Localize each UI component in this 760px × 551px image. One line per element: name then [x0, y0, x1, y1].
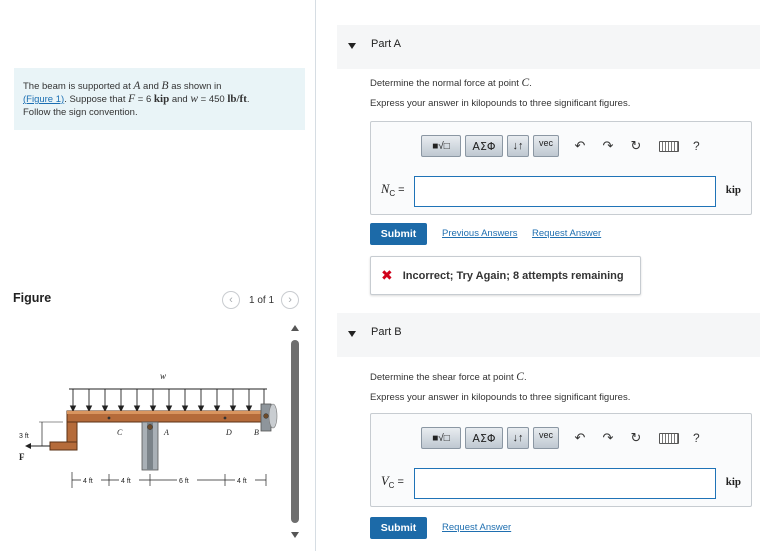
- load-arrows: [71, 389, 267, 411]
- part-b-request-answer-link[interactable]: Request Answer: [442, 522, 512, 533]
- question-text: .: [529, 78, 532, 89]
- equals-sign: =: [394, 476, 404, 488]
- beam-highlight: [67, 411, 267, 414]
- dim-label: 6 ft: [179, 478, 189, 485]
- unit-label: kip: [725, 476, 741, 488]
- reset-icon[interactable]: ↻: [630, 138, 642, 153]
- math-toolbar: [421, 427, 700, 449]
- undo-icon[interactable]: ↶: [574, 430, 586, 445]
- part-b-answer-box: [370, 413, 752, 507]
- vc-answer-input[interactable]: [414, 468, 716, 499]
- part-b-question: [370, 371, 527, 383]
- next-figure-button[interactable]: [281, 291, 299, 309]
- var-b: B: [161, 80, 169, 92]
- var-f: F: [128, 93, 136, 105]
- collapse-caret-icon[interactable]: [348, 331, 356, 337]
- figure-scrollbar[interactable]: [290, 325, 300, 539]
- redo-icon[interactable]: ↷: [602, 138, 614, 153]
- unit-lbft: lb/ft: [227, 93, 247, 105]
- greek-button[interactable]: ΑΣΦ: [465, 135, 503, 157]
- part-a-question: [370, 77, 532, 89]
- force-f-arrowhead: [25, 443, 31, 449]
- templates-button[interactable]: ■√□: [421, 135, 461, 157]
- problem-text: as shown in: [168, 81, 222, 92]
- figure-pager: [222, 291, 299, 309]
- point-d-marker: [224, 417, 227, 420]
- keyboard-icon[interactable]: [659, 141, 679, 152]
- var-symbol: V: [381, 474, 389, 488]
- chevron-right-icon: ›: [288, 294, 292, 306]
- question-text: .: [523, 372, 527, 383]
- part-b-instruction: Express your answer in kilopounds to three significant figures.: [370, 392, 631, 403]
- scroll-up-arrow-icon[interactable]: [291, 325, 299, 331]
- problem-line-2: [23, 93, 295, 106]
- help-icon[interactable]: ?: [693, 139, 700, 153]
- problem-text: = 6: [135, 94, 154, 105]
- feedback-message: [370, 256, 641, 295]
- question-text: Determine the shear force at point: [370, 372, 517, 383]
- greek-button[interactable]: ΑΣΦ: [465, 427, 503, 449]
- math-toolbar: [421, 135, 700, 157]
- equals-sign: =: [395, 184, 405, 196]
- part-a-label: Part A: [371, 38, 401, 50]
- chevron-left-icon: ‹: [229, 294, 233, 306]
- left-pane: [0, 0, 316, 551]
- vec-button[interactable]: vec: [533, 135, 559, 157]
- var-subscript: C: [388, 481, 395, 491]
- beam-diagram: [5, 350, 287, 505]
- var-w: w: [190, 93, 198, 105]
- problem-text: and: [140, 81, 162, 92]
- feedback-text: Incorrect; Try Again; 8 attempts remaining: [402, 269, 624, 282]
- label-c: C: [117, 428, 123, 437]
- undo-icon[interactable]: ↶: [574, 138, 586, 153]
- part-a-submit-button[interactable]: Submit: [370, 223, 427, 245]
- question-var: C: [521, 77, 530, 89]
- arrows-button[interactable]: ↓↑: [507, 135, 529, 157]
- problem-statement: [14, 68, 305, 130]
- scroll-down-arrow-icon[interactable]: [291, 532, 299, 538]
- question-text: Determine the normal force at point: [370, 78, 522, 89]
- problem-text: .: [246, 94, 250, 105]
- arrows-button[interactable]: ↓↑: [507, 427, 529, 449]
- problem-text: . Suppose that: [64, 94, 129, 105]
- label-f: F: [19, 452, 25, 462]
- pager-text: 1 of 1: [249, 294, 275, 306]
- load-label: w: [160, 371, 167, 381]
- collapse-caret-icon[interactable]: [348, 43, 356, 49]
- figure-title: Figure: [13, 291, 52, 305]
- help-icon[interactable]: ?: [693, 431, 700, 445]
- figure-link[interactable]: (Figure 1): [23, 94, 65, 105]
- keyboard-icon[interactable]: [659, 433, 679, 444]
- unit-kip: kip: [153, 93, 170, 105]
- problem-text: and: [169, 94, 191, 105]
- beam-figure: [5, 350, 287, 505]
- reset-icon[interactable]: ↻: [630, 430, 642, 445]
- part-b-submit-button[interactable]: Submit: [370, 517, 427, 539]
- vc-label: [381, 474, 404, 490]
- var-subscript: C: [389, 189, 396, 199]
- question-var: C: [516, 371, 524, 383]
- previous-answers-link[interactable]: Previous Answers: [442, 228, 518, 239]
- dim-label: 4 ft: [237, 478, 247, 485]
- incorrect-x-icon: ✖: [381, 267, 393, 283]
- scroll-thumb[interactable]: [291, 340, 299, 523]
- problem-line-3: Follow the sign convention.: [23, 107, 138, 118]
- dim-label: 4 ft: [121, 478, 131, 485]
- point-c-marker: [108, 417, 111, 420]
- label-a: A: [164, 428, 169, 437]
- pin-b: [264, 414, 269, 419]
- part-b-label: Part B: [371, 326, 402, 338]
- pin-a: [147, 424, 152, 429]
- bracket-arm: [50, 442, 77, 450]
- problem-line-1: [23, 80, 295, 93]
- problem-text: The beam is supported at: [23, 81, 134, 92]
- part-b-header[interactable]: [337, 313, 760, 357]
- part-a-answer-box: [370, 121, 752, 215]
- wall-b: [269, 404, 277, 428]
- vec-button[interactable]: vec: [533, 427, 559, 449]
- var-symbol: N: [381, 182, 390, 196]
- dim-label: 4 ft: [83, 478, 93, 485]
- label-d: D: [226, 428, 232, 437]
- var-a: A: [133, 80, 141, 92]
- part-a-header[interactable]: [337, 25, 760, 69]
- prev-figure-button[interactable]: [222, 291, 240, 309]
- problem-text: = 450: [198, 94, 228, 105]
- redo-icon[interactable]: ↷: [602, 430, 614, 445]
- unit-label: kip: [725, 184, 741, 196]
- part-a-instruction: Express your answer in kilopounds to three significant figures.: [370, 98, 631, 109]
- label-b: B: [254, 428, 259, 437]
- nc-label: [381, 182, 405, 198]
- nc-answer-input[interactable]: [414, 176, 716, 207]
- templates-button[interactable]: ■√□: [421, 427, 461, 449]
- label-3ft: 3 ft: [19, 433, 29, 440]
- part-a-request-answer-link[interactable]: Request Answer: [532, 228, 602, 239]
